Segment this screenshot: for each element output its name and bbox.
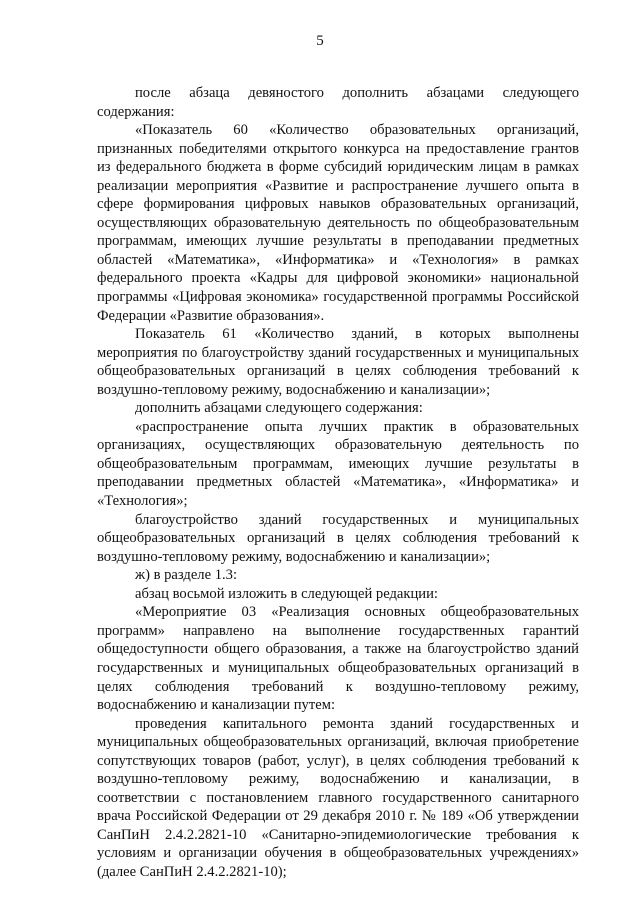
document-body xyxy=(97,84,579,882)
paragraph-indicator-60: «Показатель 60 «Количество образовательных организаций, признанных победителями открытого конкурса на предоставление грантов из федерального бюджета в форме субсидий юридическим лицам в рамках реализации мероприятия «Развитие и распространение лучшего опыта в сфере формирования цифровых навыков образовательных организаций, осуществляющих образовательную деятельность по общеобразовательным программам, имеющих лучшие результаты в преподавании предметных областей «Математика», «Информатика» и «Технология» в рамках федерального проекта «Кадры для цифровой экономики» национальной программы «Цифровая экономика» государственной программы Российской Федерации «Развитие образования». xyxy=(97,122,579,324)
paragraph-add-instruction: дополнить абзацами следующего содержания: xyxy=(135,400,423,417)
paragraph-building-improvement: благоустройство зданий государственных и муниципальных общеобразовательных организаций в целях соблюдения требований к воздушно-тепловому режиму, водоснабжению и канализации»; xyxy=(97,511,579,565)
paragraph-measure-03: «Мероприятие 03 «Реализация основных общеобразовательных программ» направлено на выполнение государственных гарантий общедоступности общего образования, а также на благоустройство зданий государственных и муниципальных общеобразовательных организаций в целях соблюдения требований к воздушно-тепловому режиму, водоснабжению и канализации путем: xyxy=(97,604,579,714)
paragraph-indicator-61: Показатель 61 «Количество зданий, в которых выполнены мероприятия по благоустройству зданий государственных и муниципальных общеобразовательных организаций в целях соблюдения требований к воздушно-тепловому режиму, водоснабжению и канализации»; xyxy=(97,326,579,398)
paragraph-intro: после абзаца девяностого дополнить абзацами следующего содержания: xyxy=(97,85,579,120)
paragraph-section-heading: ж) в разделе 1.3: xyxy=(135,567,238,584)
page-number: 5 xyxy=(316,33,324,49)
paragraph-edit-instruction: абзац восьмой изложить в следующей редакции: xyxy=(135,585,438,602)
paragraph-spread-practices: «распространение опыта лучших практик в образовательных организациях, осуществляющих образовательную деятельность по общеобразовательным программам, имеющих лучшие результаты в преподавании предметных областей «Математика», «Информатика» и «Технология»; xyxy=(97,418,579,510)
paragraph-capital-repair: проведения капитального ремонта зданий государственных и муниципальных общеобразовательных организаций, включая приобретение сопутствующих товаров (работ, услуг), в целях соблюдения требований к воздушно-тепловому режиму, водоснабжению и канализации, в соответствии с постановлением главного государственного санитарного врача Российской Федерации от 29 декабря 2010 г. № 189 «Об утверждении СанПиН 2.4.2.2821-10 «Санитарно-эпидемиологические требования к условиям и организации обучения в общеобразовательных учреждениях» (далее СанПиН 2.4.2.2821-10); xyxy=(97,715,579,880)
